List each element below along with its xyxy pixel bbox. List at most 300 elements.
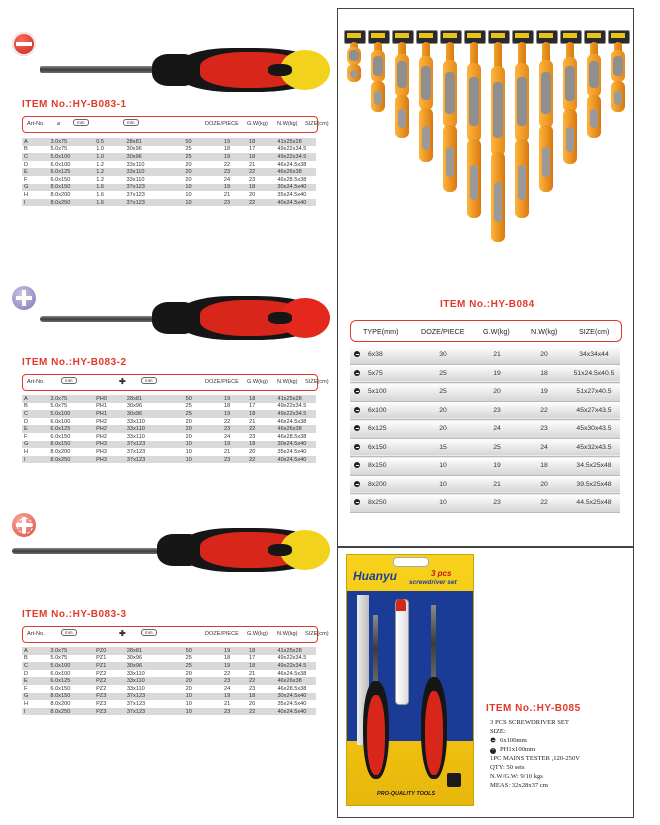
table-row (22, 161, 316, 169)
table-cell: 49x22x34.5 (277, 146, 307, 153)
table-cell: 24 (223, 176, 231, 183)
table-cell: 41x25x28 (275, 395, 316, 403)
table-cell: PZ3 (96, 700, 107, 707)
table-cell: 20 (185, 685, 192, 692)
table-cell: 3.0x75 (48, 647, 94, 655)
item-title-b083-2: ITEM No.:HY-B083-2 (22, 357, 127, 368)
table-cell: 23 (249, 433, 256, 440)
table-cell: 10 (183, 184, 221, 192)
table-cell: 37x123 (125, 693, 184, 701)
table-cell: 17 (248, 146, 256, 153)
table-cell: 30x24.5x40 (275, 693, 316, 701)
table-row (350, 346, 620, 364)
table-cell: PZ2 (96, 685, 107, 692)
table-cell: B (24, 655, 28, 662)
table-cell: C (22, 410, 48, 418)
table-cell: 22 (247, 677, 275, 685)
table-cell: 30x96 (125, 153, 184, 161)
table-cell: 6.0x100 (50, 161, 71, 168)
table-cell: PZ3 (94, 708, 125, 716)
table-cell: 33x110 (126, 685, 145, 692)
table-cell: 6.0x150 (50, 685, 71, 692)
col-art-no: Art-No. (27, 631, 45, 637)
table-cell: 10 (183, 199, 221, 207)
table-row (350, 420, 620, 439)
table-cell: 21 (249, 418, 256, 425)
table-cell: 30x96 (126, 146, 142, 153)
table-cell: 33x110 (125, 425, 184, 433)
table-cell: 22 (247, 168, 275, 176)
table-cell: 37x123 (125, 456, 184, 464)
table-cell: 8.0x200 (50, 700, 71, 707)
spec-line: MEAS: 32x28x37 cm (490, 782, 548, 789)
slotted-dot-icon (354, 481, 360, 487)
table-cell: 1.6 (94, 199, 124, 207)
type-label: 6x125 (368, 425, 387, 433)
table-cell: PH2 (94, 425, 125, 433)
table-cell: 3.0x75 (48, 138, 94, 146)
table-cell: 5.0x75 (50, 655, 68, 662)
table-cell: E (22, 168, 48, 176)
table-cell: 19 (222, 441, 247, 449)
table-cell (350, 364, 412, 383)
spec-line-slotted (490, 736, 630, 745)
table-cell: 22 (223, 161, 231, 168)
col-gw: G.W(kg) (247, 379, 268, 385)
table-cell: 30x96 (126, 403, 143, 410)
table-cell: 8.0x150 (48, 184, 94, 192)
table-cell: 19 (474, 364, 520, 383)
col-size: SIZE(cm) (305, 121, 329, 127)
table-row (350, 457, 620, 476)
table-cell: 17 (249, 655, 256, 662)
table-cell: A (22, 395, 48, 403)
spec-line: 3 PCS SCREWDRIVER SET (490, 719, 569, 726)
table-row (350, 383, 620, 402)
table-cell: 18 (247, 153, 275, 161)
table-cell: 50 (184, 647, 222, 655)
table-cell: 24 (520, 438, 568, 457)
table-cell: 6.0x125 (48, 425, 94, 433)
col-art-no: Art-No. (27, 379, 45, 385)
item-title-b085: ITEM No.:HY-B085 (486, 703, 581, 714)
spec-line-phillips (490, 745, 630, 754)
table-cell: 5.0x75 (50, 403, 68, 410)
table-cell: 25 (183, 153, 221, 161)
table-cell: 46x28.5x38 (277, 433, 307, 440)
table-cell: 18 (247, 410, 275, 418)
table-cell: I (22, 199, 48, 207)
screwdriver-image-pozidriv (12, 528, 330, 578)
table-cell: 23 (222, 425, 247, 433)
table-row (350, 494, 620, 513)
table-cell: 49x22x34.5 (277, 655, 307, 662)
col-doze: DOZE/PIECE (421, 327, 465, 336)
table-cell: 23 (248, 176, 256, 183)
table-row (22, 403, 316, 411)
table-cell: 18 (223, 146, 231, 153)
phillips-dot-icon: + (491, 748, 495, 753)
table-row (22, 662, 316, 670)
table-cell: 23 (474, 401, 520, 420)
table-cell: 20 (185, 161, 192, 168)
table-cell: C (22, 153, 48, 161)
table-row (22, 693, 316, 701)
table-cell: 30x96 (125, 410, 184, 418)
table-cell: 51x24.5x40.5 (568, 364, 620, 383)
table-cell: 39.5x25x48 (568, 475, 620, 494)
table-cell: 5.0x100 (48, 153, 94, 161)
table-cell: PH2 (96, 433, 107, 440)
table-cell: PH0 (94, 395, 125, 403)
pack-badge-count: 3 pcs (431, 569, 452, 578)
b085-spec-text (490, 718, 630, 790)
table-cell: 22 (224, 670, 231, 677)
table-cell: G (22, 693, 48, 701)
table-cell: 20 (184, 677, 222, 685)
table-cell: 21 (223, 191, 231, 198)
table-cell: E (22, 425, 48, 433)
table-cell: PH1 (96, 403, 107, 410)
table-cell: 33x110 (126, 418, 145, 425)
spec-line: QTY: 50 sets (490, 764, 525, 771)
table-cell: 40x24.5x40 (275, 708, 316, 716)
table-cell: 25 (184, 662, 222, 670)
table-cell: 51x27x40.5 (568, 383, 620, 402)
table-cell (350, 346, 412, 364)
table-cell: 22 (247, 199, 275, 207)
table-cell: 35x24.5x40 (277, 700, 307, 707)
table-cell: 19 (474, 457, 520, 476)
table-row (22, 138, 316, 146)
table-cell: 46x26x38 (275, 425, 316, 433)
table-cell: 25 (474, 438, 520, 457)
col-doze: DOZE/PIECE (205, 121, 239, 127)
table-header-b084 (350, 320, 622, 342)
table-cell: 23 (222, 199, 247, 207)
hanging-screwdriver (464, 30, 484, 226)
table-cell: 5.0x75 (50, 146, 68, 153)
type-label: 6x100 (368, 406, 387, 414)
phillips-tip-icon (12, 286, 36, 310)
table-cell: 30 (412, 346, 474, 364)
table-row (22, 647, 316, 655)
table-cell: 1.6 (96, 191, 104, 198)
table-cell: 19 (222, 184, 247, 192)
col-nw: N.W(kg) (277, 121, 298, 127)
spec-line: N.W/G.W: 9/10 kgs (490, 773, 543, 780)
table-cell: 19 (222, 410, 247, 418)
table-cell: 19 (222, 662, 247, 670)
table-cell: 20 (412, 420, 474, 439)
table-row (350, 475, 620, 494)
table-cell: C (22, 662, 48, 670)
table-cell: PH1 (94, 410, 125, 418)
table-cell: 30x24.5x40 (275, 441, 316, 449)
type-label: 8x250 (368, 499, 387, 507)
table-header-b083-2 (22, 374, 329, 391)
spec-line-text: PH1x100mm (500, 746, 536, 753)
table-cell: B (24, 403, 28, 410)
slotted-tip-icon (12, 32, 36, 56)
col-gw: G.W(kg) (247, 631, 268, 637)
table-cell: 33x110 (126, 670, 145, 677)
table-cell: 33x110 (126, 176, 145, 183)
table-cell: 20 (185, 176, 192, 183)
table-row (22, 395, 316, 403)
table-cell: 22 (520, 494, 568, 513)
table-cell: G (22, 184, 48, 192)
col-size: SIZE(cm) (305, 631, 329, 637)
table-cell: 23 (222, 456, 247, 464)
table-cell: F (24, 176, 28, 183)
table-cell: 20 (520, 346, 568, 364)
table-row (350, 401, 620, 420)
table-cell: 10 (184, 456, 222, 464)
table-cell: 21 (474, 475, 520, 494)
table-cell: 46x28.5x38 (277, 176, 307, 183)
table-cell: I (22, 456, 48, 464)
table-cell: 20 (412, 401, 474, 420)
table-row (22, 441, 316, 449)
table-cell: F (24, 433, 28, 440)
package-image-b085 (346, 554, 474, 806)
table-cell: PZ1 (94, 662, 125, 670)
table-cell: 25 (412, 383, 474, 402)
table-cell: 18 (224, 403, 231, 410)
table-cell: PH3 (96, 448, 107, 455)
table-cell: 22 (247, 456, 275, 464)
table-cell: 10 (185, 700, 192, 707)
hanging-screwdriver (416, 30, 436, 170)
col-mm-2: mm (123, 119, 139, 126)
pack-badge-text: screwdriver set (409, 579, 457, 586)
table-cell: 46x26x38 (275, 168, 316, 176)
table-cell: 49x22x34.5 (277, 403, 307, 410)
cross-tip-icon: ✚ (119, 377, 126, 386)
spec-line: 1PC MAINS TESTER ,120-250V (490, 755, 581, 762)
table-cell: 30x96 (126, 655, 143, 662)
table-cell: PH3 (94, 441, 125, 449)
table-cell: 6.0x150 (50, 176, 71, 183)
table-cell: 25 (185, 403, 192, 410)
table-cell: 6.0x150 (50, 433, 71, 440)
table-row (350, 364, 620, 383)
table-cell: 23 (222, 708, 247, 716)
table-cell: 18 (520, 457, 568, 476)
hanging-screwdriver (608, 30, 628, 120)
item-title-b084: ITEM No.:HY-B084 (440, 299, 535, 310)
table-cell: 33x110 (126, 433, 145, 440)
table-cell: A (22, 138, 48, 146)
table-row (22, 677, 316, 685)
screwdriver-image-phillips (40, 296, 330, 346)
table-cell: 40x24.5x40 (275, 199, 316, 207)
col-gw: G.W(kg) (247, 121, 268, 127)
table-cell: 49x22x34.5 (275, 410, 316, 418)
col-mm-2: mm (141, 629, 157, 636)
table-cell: 33x110 (125, 168, 184, 176)
hanging-screwdriver (512, 30, 532, 226)
table-cell: 21 (249, 670, 256, 677)
table-cell: G (22, 441, 48, 449)
pz-tip-icon: ✚ (119, 629, 126, 638)
type-label: 8x200 (368, 480, 387, 488)
table-cell (350, 457, 412, 476)
table-cell (350, 438, 412, 457)
table-cell: 20 (185, 670, 192, 677)
col-mm-2: mm (141, 377, 157, 384)
table-cell: 20 (184, 425, 222, 433)
table-cell: PH2 (96, 418, 107, 425)
table-cell: PZ0 (94, 647, 125, 655)
table-cell: 6.0x125 (48, 677, 94, 685)
hanging-screwdriver (560, 30, 580, 172)
table-cell: 8.0x250 (48, 199, 94, 207)
table-row (22, 410, 316, 418)
col-gw: G.W(kg) (483, 327, 510, 336)
table-cell: 37x123 (125, 184, 184, 192)
hanging-screwdriver (344, 30, 364, 90)
table-row (22, 153, 316, 161)
table-cell: 3.0x75 (48, 395, 94, 403)
col-art-no: Art-No. (27, 121, 45, 127)
table-cell: 45x30x43.5 (568, 420, 620, 439)
table-cell: 46x28.5x38 (277, 685, 307, 692)
table-cell: 25 (185, 655, 192, 662)
table-cell (350, 383, 412, 402)
table-cell: 1.2 (96, 161, 104, 168)
table-cell: 18 (247, 395, 275, 403)
table-cell: 1.2 (96, 176, 104, 183)
table-cell: 20 (248, 191, 256, 198)
col-doze: DOZE/PIECE (205, 631, 239, 637)
table-cell: 18 (247, 693, 275, 701)
table-cell: 0.5 (94, 138, 124, 146)
table-cell: 30x96 (125, 662, 184, 670)
col-nw: N.W(kg) (277, 631, 298, 637)
slotted-dot-icon (354, 351, 360, 357)
table-cell: E (22, 677, 48, 685)
table-cell: 5.0x100 (48, 662, 94, 670)
table-row (22, 685, 316, 693)
table-cell: 50 (183, 138, 221, 146)
table-cell: 24 (224, 685, 231, 692)
slotted-dot-icon (354, 444, 360, 450)
col-doze: DOZE/PIECE (205, 379, 239, 385)
table-cell: 35x24.5x40 (277, 191, 307, 198)
table-cell: 41x25x28 (275, 138, 316, 146)
table-cell: 18 (247, 441, 275, 449)
table-cell: 46x24.5x38 (277, 161, 307, 168)
table-cell: D (24, 418, 29, 425)
spec-table-b083-3 (22, 647, 316, 715)
table-cell: 24 (224, 433, 231, 440)
table-cell: 20 (183, 168, 221, 176)
table-cell: 6.0x125 (48, 168, 94, 176)
table-cell: F (24, 685, 28, 692)
table-cell: 23 (249, 685, 256, 692)
table-cell: I (22, 708, 48, 716)
slotted-dot-icon (354, 499, 360, 505)
table-cell: 37x123 (125, 708, 184, 716)
table-cell (350, 475, 412, 494)
table-row (22, 146, 316, 154)
slotted-dot-icon (354, 462, 360, 468)
table-cell: 45x27x43.5 (568, 401, 620, 420)
slotted-dot-icon (354, 370, 360, 376)
table-cell: 10 (184, 693, 222, 701)
table-cell: 19 (222, 138, 247, 146)
table-cell: 49x22x34.5 (275, 153, 316, 161)
table-cell: 37x123 (126, 700, 146, 707)
table-row (22, 191, 316, 199)
table-cell: 10 (184, 708, 222, 716)
col-size: SIZE(cm) (305, 379, 329, 385)
table-cell: 25 (185, 146, 192, 153)
table-cell: 20 (474, 383, 520, 402)
table-cell: 40x24.5x40 (275, 456, 316, 464)
table-cell: 10 (185, 191, 192, 198)
table-cell: 1.0 (96, 146, 104, 153)
slotted-dot-icon (354, 407, 360, 413)
table-cell (350, 401, 412, 420)
warning-icon (447, 773, 461, 787)
table-cell: PH3 (94, 456, 125, 464)
table-header-b083-1 (22, 116, 329, 133)
table-row (22, 433, 316, 441)
table-cell: 18 (520, 364, 568, 383)
brand-label: Huanyu (353, 569, 398, 583)
screwdriver-image-slotted (40, 48, 330, 98)
table-header-b083-3 (22, 626, 329, 643)
table-cell: 45x32x43.5 (568, 438, 620, 457)
table-cell: H (24, 191, 29, 198)
slotted-dot-icon (354, 425, 360, 431)
spec-table-b083-2 (22, 395, 316, 463)
table-row (22, 456, 316, 464)
table-cell: 20 (520, 475, 568, 494)
table-cell: 1.6 (94, 184, 124, 192)
table-cell: 8.0x250 (48, 456, 94, 464)
table-row (22, 176, 316, 184)
type-label: 6x150 (368, 443, 387, 451)
table-cell: 21 (474, 346, 520, 364)
table-cell: 20 (249, 448, 256, 455)
table-cell: 23 (520, 420, 568, 439)
type-label: 8x150 (368, 462, 387, 470)
table-cell: PZ1 (96, 655, 107, 662)
table-cell: PZ2 (96, 670, 107, 677)
panel-divider (337, 546, 634, 548)
table-cell: D (24, 161, 29, 168)
table-cell: 21 (224, 448, 231, 455)
spec-table-b084 (350, 346, 620, 513)
table-row (22, 168, 316, 176)
hanging-screwdriver (584, 30, 604, 146)
table-cell: 19 (222, 647, 247, 655)
table-cell: 20 (185, 418, 192, 425)
table-cell (350, 420, 412, 439)
table-cell: 21 (248, 161, 256, 168)
table-cell: 10 (412, 457, 474, 476)
hanging-screwdriver (440, 30, 460, 200)
table-row (350, 438, 620, 457)
table-cell: 46x24.5x38 (277, 418, 307, 425)
table-cell: 46x26x38 (275, 677, 316, 685)
hanging-screwdriver (536, 30, 556, 200)
col-mm-1: mm (61, 629, 77, 636)
